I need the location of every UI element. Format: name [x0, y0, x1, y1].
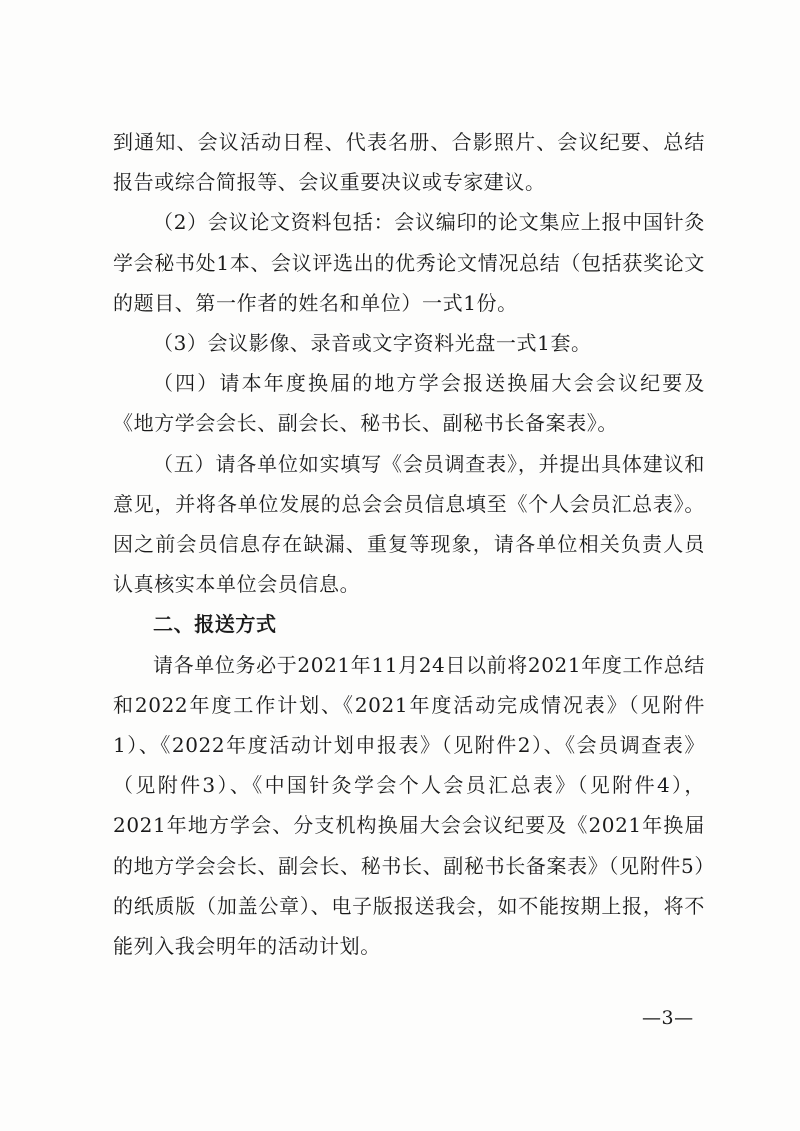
document-body — [113, 122, 705, 966]
paragraph-submission: 请各单位务必于2021年11月24日以前将2021年度工作总结和2022年度工作计划、《2021年度活动完成情况表》（见附件1）、《2022年度活动计划申报表》（见附件2）、《会员调查表》（见附件3）、《中国针灸学会个人会员汇总表》（见附件4），2021年地方学会、分支机构换届大会会议纪要及《2021年换届的地方学会会长、副会长、秘书长、副秘书长备案表》（见附件5）的纸质版（加盖公章）、电子版报送我会，如不能按期上报，将不能列入我会明年的活动计划。 — [113, 652, 705, 959]
paragraph-continuation: 到通知、会议活动日程、代表名册、合影照片、会议纪要、总结报告或综合简报等、会议重要决议或专家建议。 — [113, 130, 705, 195]
page-number: —3— — [642, 1007, 694, 1029]
paragraph-item-four: （四）请本年度换届的地方学会报送换届大会会议纪要及《地方学会会长、副会长、秘书长、副秘书长备案表》。 — [113, 371, 705, 436]
section-heading: 二、报送方式 — [153, 612, 277, 637]
paragraph-item-five: （五）请各单位如实填写《会员调查表》，并提出具体建议和意见，并将各单位发展的总会会员信息填至《个人会员汇总表》。因之前会员信息存在缺漏、重复等现象，请各单位相关负责人员认真核实本单位会员信息。 — [113, 451, 705, 597]
paragraph-item-2: （2）会议论文资料包括：会议编印的论文集应上报中国针灸学会秘书处1本、会议评选出的优秀论文情况总结（包括获奖论文的题目、第一作者的姓名和单位）一式1份。 — [113, 210, 705, 315]
paragraph-item-3: （3）会议影像、录音或文字资料光盘一式1套。 — [153, 331, 592, 356]
